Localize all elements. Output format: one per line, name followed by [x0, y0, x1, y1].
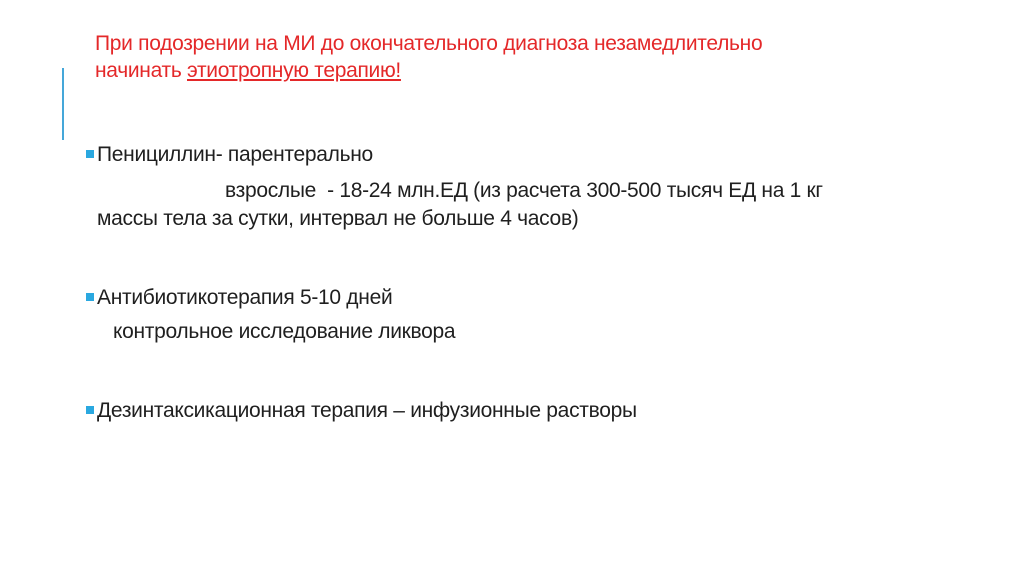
bullet-item-penicillin — [86, 143, 373, 166]
title-line-2-plain: начинать — [95, 59, 187, 82]
title-line-2 — [95, 57, 762, 84]
bullet-item-detox-therapy-text: Дезинтаксикационная терапия – инфузионные растворы — [97, 399, 637, 422]
bullet-marker-icon — [86, 150, 94, 158]
liquor-control-line — [113, 320, 455, 343]
bullet-item-antibiotic-therapy — [86, 286, 392, 309]
bullet-item-antibiotic-therapy-text: Антибиотикотерапия 5-10 дней — [97, 286, 393, 309]
title-accent-line — [62, 68, 64, 140]
slide-title — [95, 30, 762, 84]
bullet-marker-icon — [86, 293, 94, 301]
liquor-control-line-text: контрольное исследование ликвора — [113, 320, 456, 343]
penicillin-dosage-line-1 — [225, 179, 823, 202]
penicillin-dosage-line-2-text: массы тела за сутки, интервал не больше 4 часов) — [97, 207, 579, 230]
bullet-marker-icon — [86, 406, 94, 414]
title-line-2-underlined: этиотропную терапию! — [187, 59, 401, 82]
title-line-1: При подозрении на МИ до окончательного диагноза незамедлительно — [95, 32, 763, 55]
penicillin-dosage-line-2 — [97, 207, 579, 230]
penicillin-dosage-line-1-text: взрослые - 18-24 млн.ЕД (из расчета 300-500 тысяч ЕД на 1 кг — [225, 179, 823, 202]
bullet-item-penicillin-text: Пенициллин- парентерально — [97, 143, 373, 166]
bullet-item-detox-therapy — [86, 399, 637, 422]
